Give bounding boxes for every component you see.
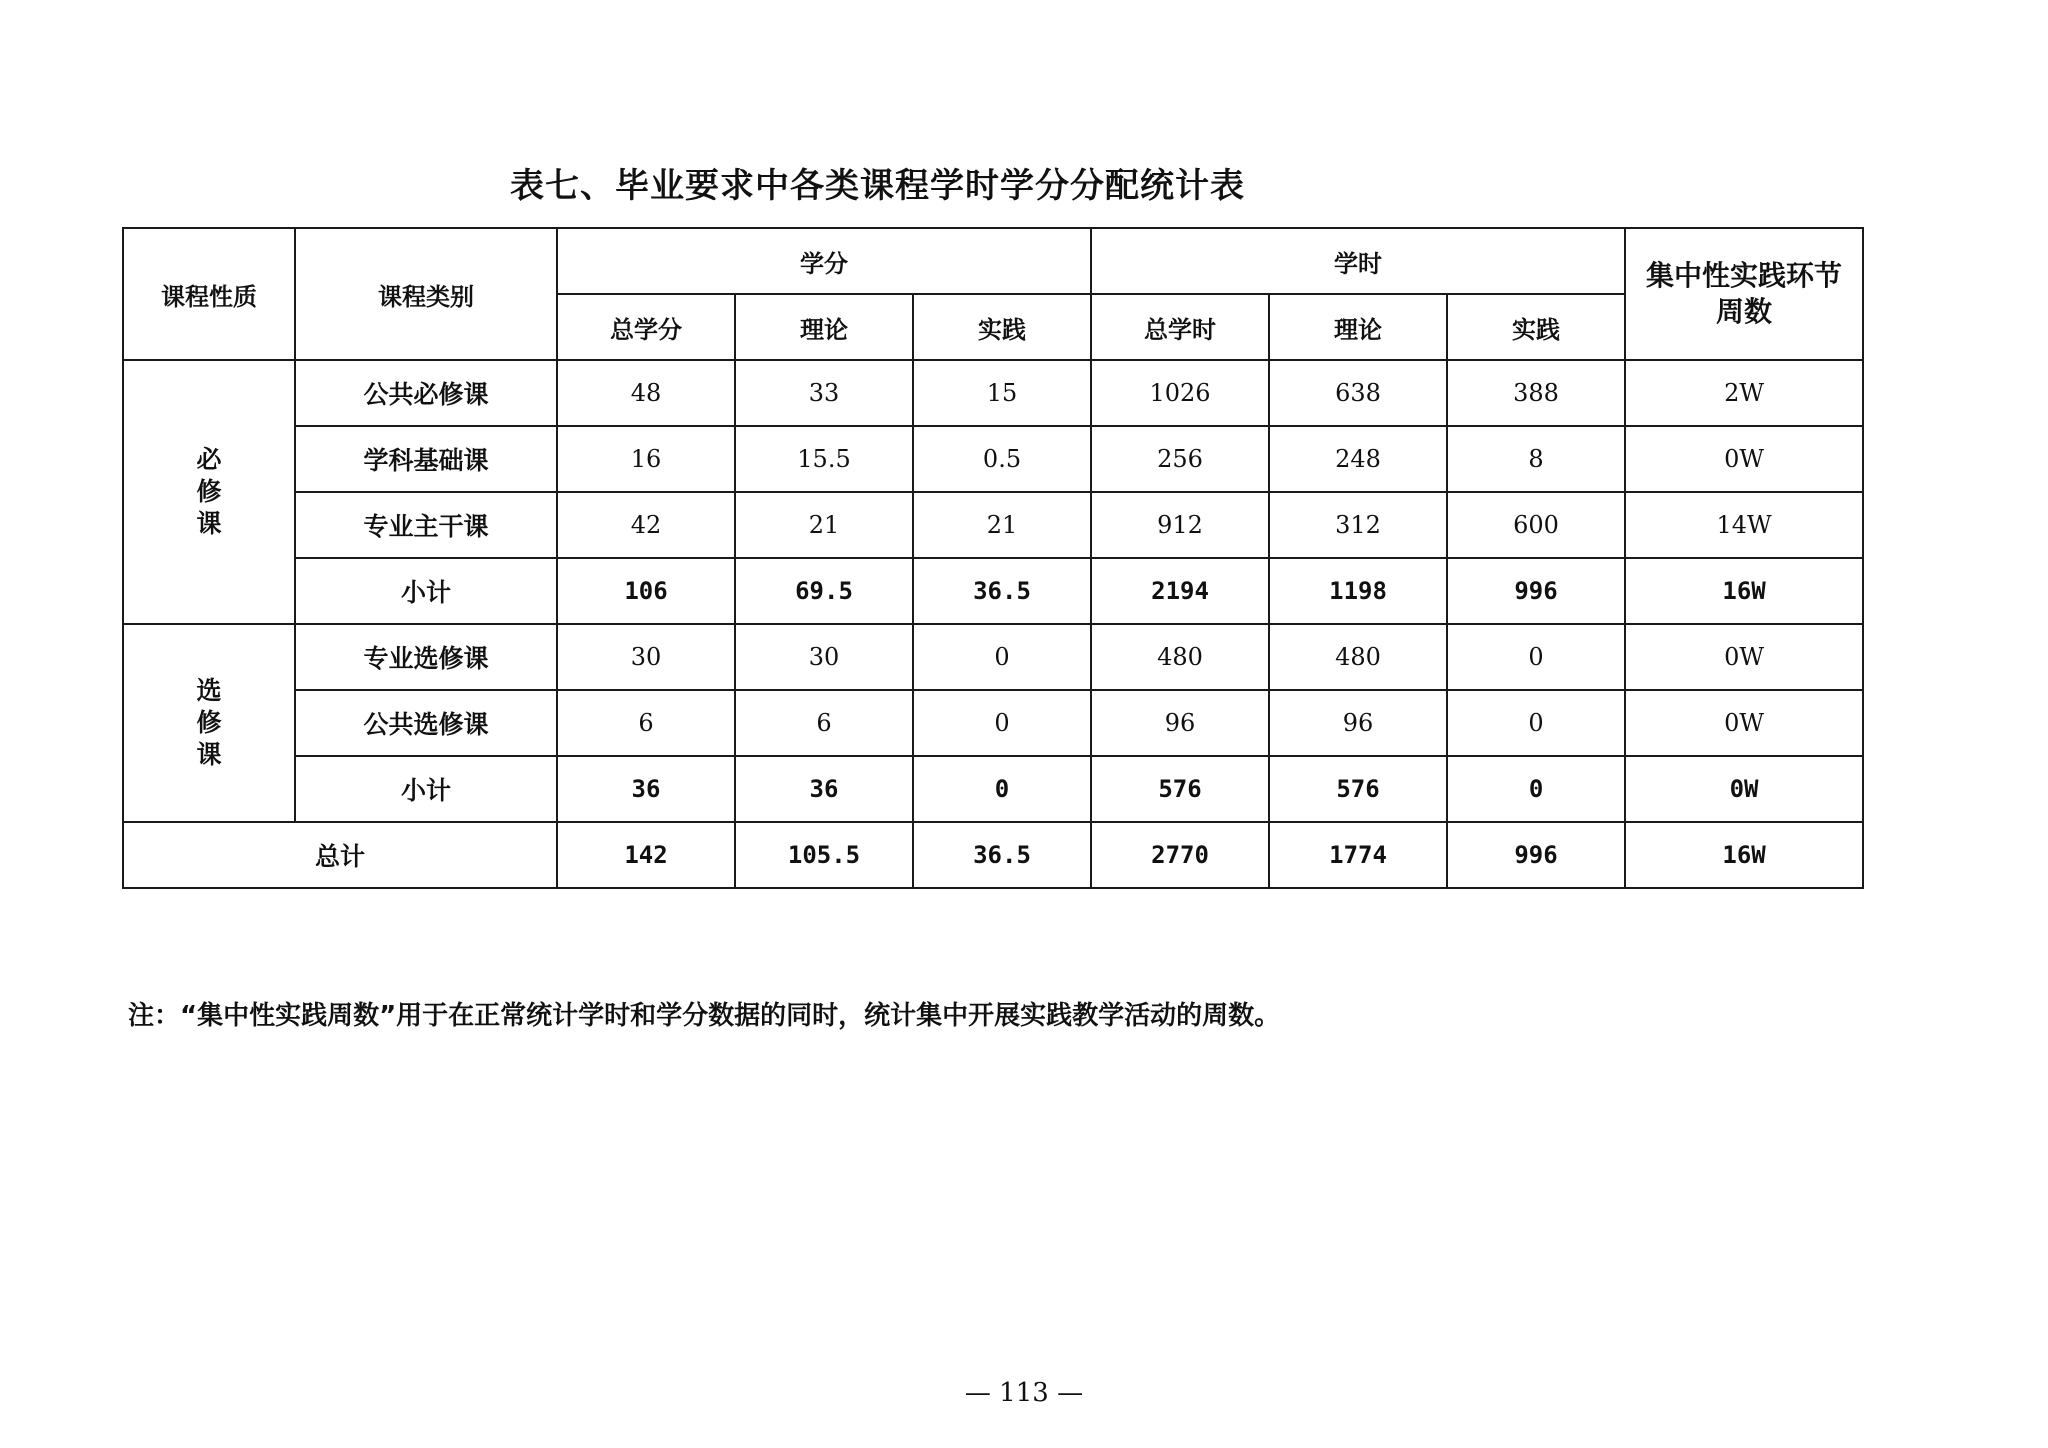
value-cell: 48 bbox=[557, 360, 735, 426]
value-cell: 576 bbox=[1269, 756, 1447, 822]
header-practice-credits: 实践 bbox=[913, 294, 1091, 360]
value-cell: 480 bbox=[1269, 624, 1447, 690]
value-cell: 480 bbox=[1091, 624, 1269, 690]
header-nature: 课程性质 bbox=[123, 228, 295, 360]
category-cell: 专业选修课 bbox=[295, 624, 557, 690]
value-cell: 256 bbox=[1091, 426, 1269, 492]
value-cell: 576 bbox=[1091, 756, 1269, 822]
subtotal-label: 小计 bbox=[295, 558, 557, 624]
value-cell: 0 bbox=[1447, 756, 1625, 822]
value-cell: 6 bbox=[735, 690, 913, 756]
value-cell: 0W bbox=[1625, 426, 1863, 492]
header-category: 课程类别 bbox=[295, 228, 557, 360]
value-cell: 6 bbox=[557, 690, 735, 756]
value-cell: 0.5 bbox=[913, 426, 1091, 492]
value-cell: 600 bbox=[1447, 492, 1625, 558]
table-row bbox=[123, 360, 1863, 426]
header-practice-hours: 实践 bbox=[1447, 294, 1625, 360]
value-cell: 388 bbox=[1447, 360, 1625, 426]
value-cell: 30 bbox=[735, 624, 913, 690]
subtotal-label: 小计 bbox=[295, 756, 557, 822]
value-cell: 105.5 bbox=[735, 822, 913, 888]
category-cell: 公共必修课 bbox=[295, 360, 557, 426]
value-cell: 312 bbox=[1269, 492, 1447, 558]
value-cell: 8 bbox=[1447, 426, 1625, 492]
value-cell: 36 bbox=[557, 756, 735, 822]
page-number: — 113 — bbox=[964, 1378, 1084, 1408]
value-cell: 106 bbox=[557, 558, 735, 624]
value-cell: 1026 bbox=[1091, 360, 1269, 426]
header-weeks-label: 集中性实践环节周数 bbox=[1646, 259, 1843, 328]
value-cell: 0 bbox=[913, 690, 1091, 756]
value-cell: 33 bbox=[735, 360, 913, 426]
total-label: 总计 bbox=[123, 822, 557, 888]
table-row bbox=[123, 690, 1863, 756]
value-cell: 0W bbox=[1625, 756, 1863, 822]
credit-hour-table bbox=[122, 227, 1864, 889]
value-cell: 0 bbox=[913, 624, 1091, 690]
header-weeks bbox=[1625, 228, 1863, 360]
table-row bbox=[123, 624, 1863, 690]
header-credits: 学分 bbox=[557, 228, 1091, 294]
value-cell: 2W bbox=[1625, 360, 1863, 426]
value-cell: 36 bbox=[735, 756, 913, 822]
table-row bbox=[123, 426, 1863, 492]
value-cell: 14W bbox=[1625, 492, 1863, 558]
total-row bbox=[123, 822, 1863, 888]
value-cell: 36.5 bbox=[913, 822, 1091, 888]
value-cell: 16W bbox=[1625, 558, 1863, 624]
header-hours: 学时 bbox=[1091, 228, 1625, 294]
category-cell: 学科基础课 bbox=[295, 426, 557, 492]
value-cell: 638 bbox=[1269, 360, 1447, 426]
subtotal-row bbox=[123, 558, 1863, 624]
value-cell: 0W bbox=[1625, 624, 1863, 690]
value-cell: 1774 bbox=[1269, 822, 1447, 888]
value-cell: 0 bbox=[1447, 624, 1625, 690]
subtotal-row bbox=[123, 756, 1863, 822]
page-title: 表七、毕业要求中各类课程学时学分分配统计表 bbox=[510, 166, 1245, 206]
value-cell: 996 bbox=[1447, 822, 1625, 888]
value-cell: 96 bbox=[1269, 690, 1447, 756]
value-cell: 996 bbox=[1447, 558, 1625, 624]
value-cell: 142 bbox=[557, 822, 735, 888]
value-cell: 16W bbox=[1625, 822, 1863, 888]
value-cell: 30 bbox=[557, 624, 735, 690]
value-cell: 16 bbox=[557, 426, 735, 492]
value-cell: 248 bbox=[1269, 426, 1447, 492]
value-cell: 15 bbox=[913, 360, 1091, 426]
value-cell: 36.5 bbox=[913, 558, 1091, 624]
nature-label: 选修课 bbox=[196, 676, 222, 769]
header-theory-credits: 理论 bbox=[735, 294, 913, 360]
value-cell: 96 bbox=[1091, 690, 1269, 756]
nature-required bbox=[123, 360, 295, 624]
value-cell: 1198 bbox=[1269, 558, 1447, 624]
footnote: 注：“集中性实践周数”用于在正常统计学时和学分数据的同时，统计集中开展实践教学活动的周数。 bbox=[128, 1001, 1281, 1031]
category-cell: 公共选修课 bbox=[295, 690, 557, 756]
header-theory-hours: 理论 bbox=[1269, 294, 1447, 360]
value-cell: 0 bbox=[913, 756, 1091, 822]
value-cell: 0 bbox=[1447, 690, 1625, 756]
table-row bbox=[123, 492, 1863, 558]
value-cell: 912 bbox=[1091, 492, 1269, 558]
nature-label: 必修课 bbox=[196, 445, 222, 538]
nature-elective bbox=[123, 624, 295, 822]
value-cell: 2194 bbox=[1091, 558, 1269, 624]
header-total-credits: 总学分 bbox=[557, 294, 735, 360]
value-cell: 21 bbox=[913, 492, 1091, 558]
header-total-hours: 总学时 bbox=[1091, 294, 1269, 360]
value-cell: 0W bbox=[1625, 690, 1863, 756]
value-cell: 15.5 bbox=[735, 426, 913, 492]
value-cell: 21 bbox=[735, 492, 913, 558]
value-cell: 42 bbox=[557, 492, 735, 558]
category-cell: 专业主干课 bbox=[295, 492, 557, 558]
value-cell: 2770 bbox=[1091, 822, 1269, 888]
value-cell: 69.5 bbox=[735, 558, 913, 624]
